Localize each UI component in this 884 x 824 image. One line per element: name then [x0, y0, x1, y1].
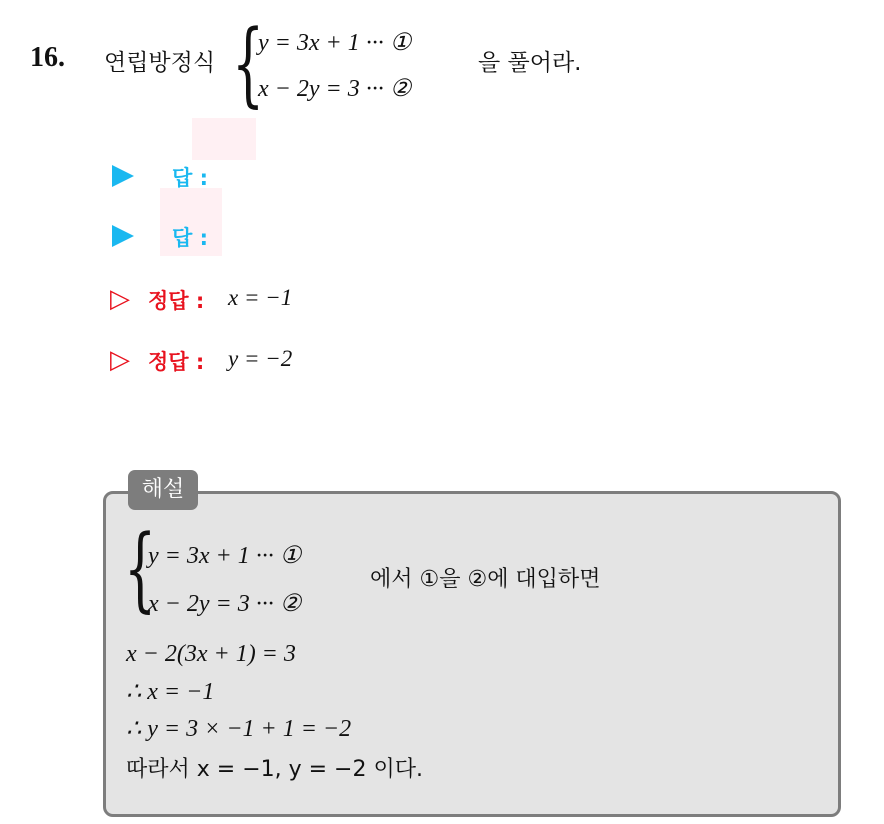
- solution-conclusion: 따라서 x = −1, y = −2 이다.: [126, 757, 423, 782]
- question-lead-text: 연립방정식: [104, 50, 216, 76]
- solution-equation-1: y = 3x + 1 ··· ①: [148, 543, 302, 569]
- answer-blank-label: 답 :: [172, 166, 208, 190]
- answer-blank-label: 답 :: [172, 226, 208, 250]
- correct-answer-value: x = −1: [228, 285, 293, 310]
- system-brace: {: [232, 10, 265, 117]
- correct-answer-label: 정답 :: [148, 289, 205, 313]
- solution-line: ∴ y = 3 × −1 + 1 = −2: [126, 716, 352, 742]
- solution-system-brace: {: [124, 515, 157, 622]
- outline-triangle-icon: ▷: [110, 284, 130, 314]
- correct-answer-label: 정답 :: [148, 350, 205, 374]
- solution-line: ∴ x = −1: [126, 679, 215, 705]
- solution-tag: 해설: [128, 470, 198, 510]
- highlight-mark: [192, 118, 256, 160]
- outline-triangle-icon: ▷: [110, 345, 130, 375]
- solution-note: 에서 ①을 ②에 대입하면: [370, 567, 601, 592]
- correct-answer-value: y = −2: [228, 346, 293, 371]
- play-triangle-icon: [112, 165, 134, 187]
- question-tail-text: 을 풀어라.: [478, 50, 582, 76]
- question-equation-1: y = 3x + 1 ··· ①: [258, 30, 412, 56]
- solution-equation-2: x − 2y = 3 ··· ②: [148, 591, 302, 617]
- play-triangle-icon: [112, 225, 134, 247]
- question-equation-2: x − 2y = 3 ··· ②: [258, 76, 412, 102]
- question-number: 16.: [30, 42, 65, 73]
- solution-line: x − 2(3x + 1) = 3: [126, 641, 296, 667]
